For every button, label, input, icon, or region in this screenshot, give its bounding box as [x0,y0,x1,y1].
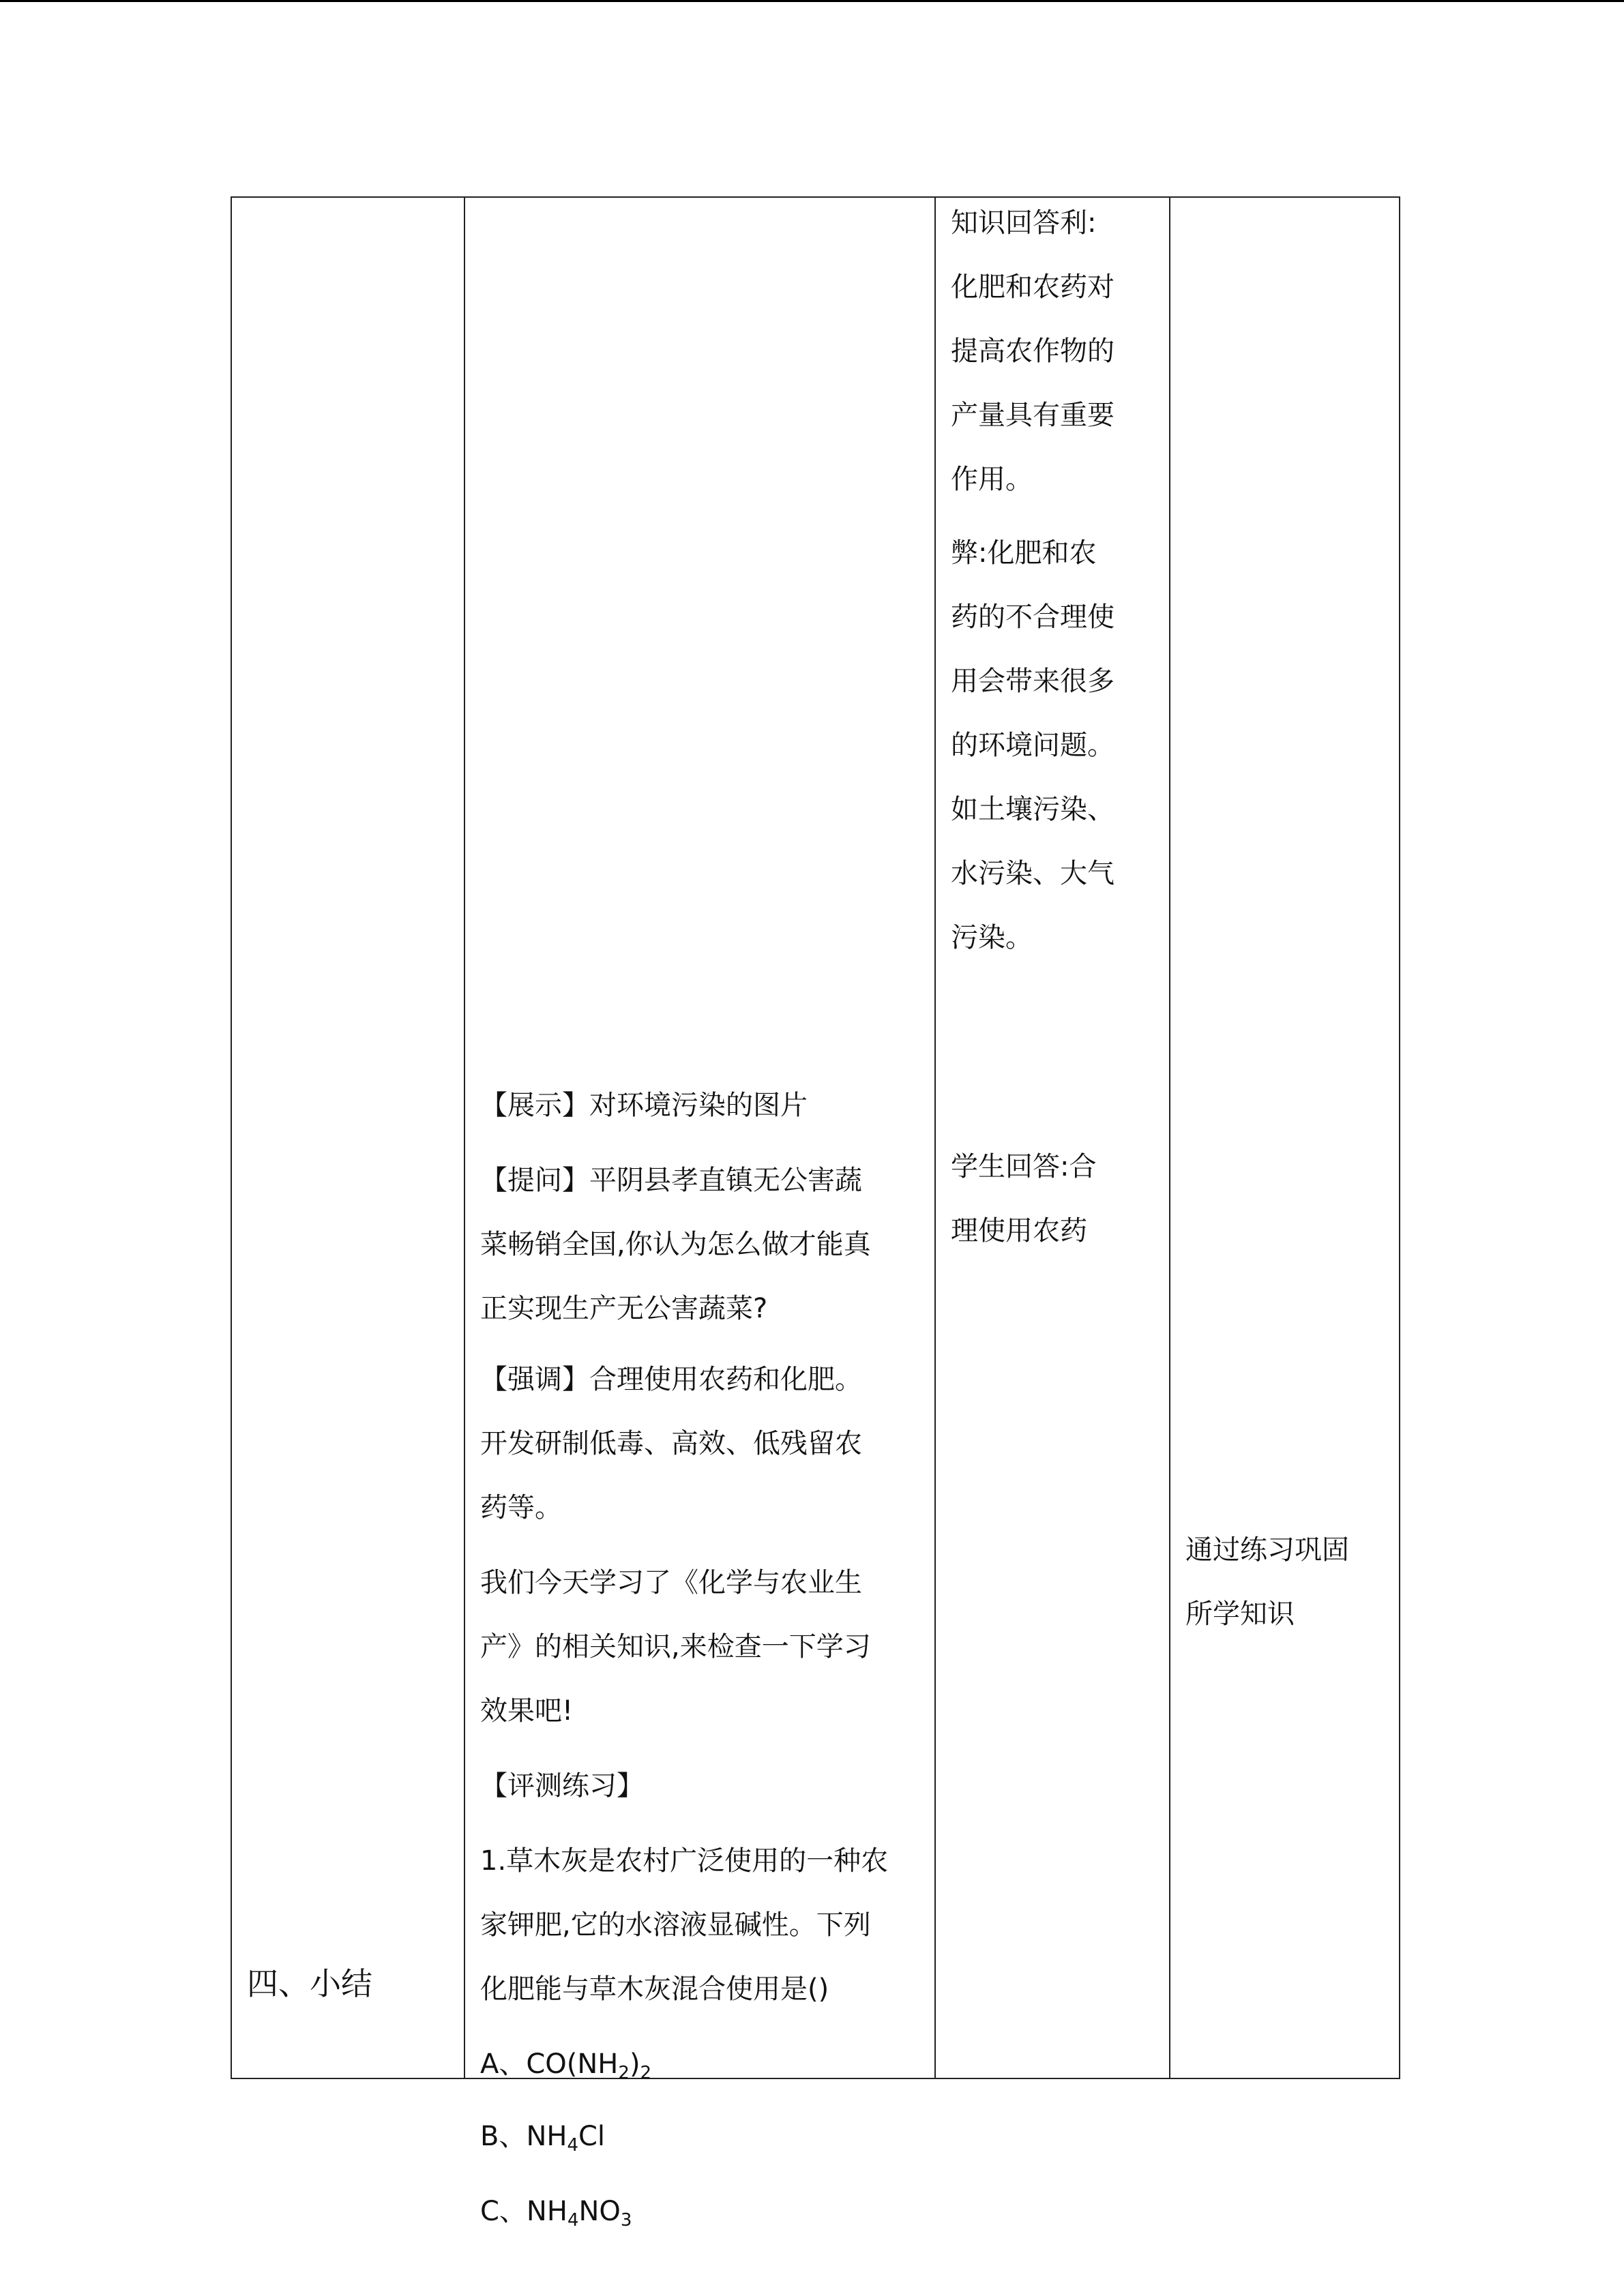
harm-line: 水污染、大气 [951,858,1114,889]
option-c: C、$NH_4NO_3$ [480,2196,632,2231]
benefit-line: 提高农作物的 [951,336,1114,367]
summary-line: 我们今天学习了《化学与农业生 [480,1567,862,1598]
answer-line: 学生回答:合 [951,1151,1097,1182]
lesson-plan-table [231,196,1400,2231]
ask-line: 菜畅销全国,你认为怎么做才能真 [480,1229,871,1260]
harm-line: 弊:化肥和农 [951,537,1097,569]
question-line: 1.草木灰是农村广泛使用的一种农 [480,1845,889,1877]
option-b: B、$NH_4Cl$ [480,2121,606,2156]
goal-line: 通过练习巩固 [1185,1534,1349,1566]
emphasize-line: 药等。 [480,1492,562,1523]
ask-line: 正实现生产无公害蔬菜? [480,1293,768,1324]
answer-line: 理使用农药 [951,1215,1087,1247]
harm-line: 用会带来很多 [951,666,1114,697]
teacher-activity-cell [464,197,935,2231]
stage-title: 四、小结 [247,1965,372,2002]
emphasize-line: 【强调】合理使用农药和化肥。 [480,1364,862,1395]
summary-line: 产》的相关知识,来检查一下学习 [480,1631,871,1663]
design-intent-cell [1170,197,1400,2078]
benefit-line: 化肥和农药对 [951,271,1114,303]
emphasize-line: 开发研制低毒、高效、低残留农 [480,1428,862,1459]
question-line: 家钾肥,它的水溶液显碱性。下列 [480,1909,871,1941]
goal-line: 所学知识 [1185,1598,1295,1630]
top-border-line [0,0,1624,2]
harm-line: 的环境问题。 [951,730,1114,761]
option-a: A、$CO(NH_2)_2$ [480,2048,652,2083]
harm-line: 药的不合理使 [951,601,1114,633]
benefit-line: 知识回答利: [951,207,1097,239]
quiz-title: 【评测练习】 [480,1770,644,1802]
show-line: 【展示】对环境污染的图片 [480,1090,808,1121]
summary-line: 效果吧! [480,1695,574,1727]
student-activity-cell [935,197,1170,2078]
benefit-line: 产量具有重要 [951,400,1114,431]
harm-line: 如土壤污染、 [951,794,1114,825]
benefit-line: 作用。 [951,464,1033,495]
ask-line: 【提问】平阴县孝直镇无公害蔬 [480,1165,862,1196]
stage-cell [231,197,464,2078]
harm-line: 污染。 [951,922,1033,953]
question-line: 化肥能与草木灰混合使用是() [480,1973,829,2005]
table-row [231,197,1400,2078]
design-intent-text [1185,1518,1349,1646]
